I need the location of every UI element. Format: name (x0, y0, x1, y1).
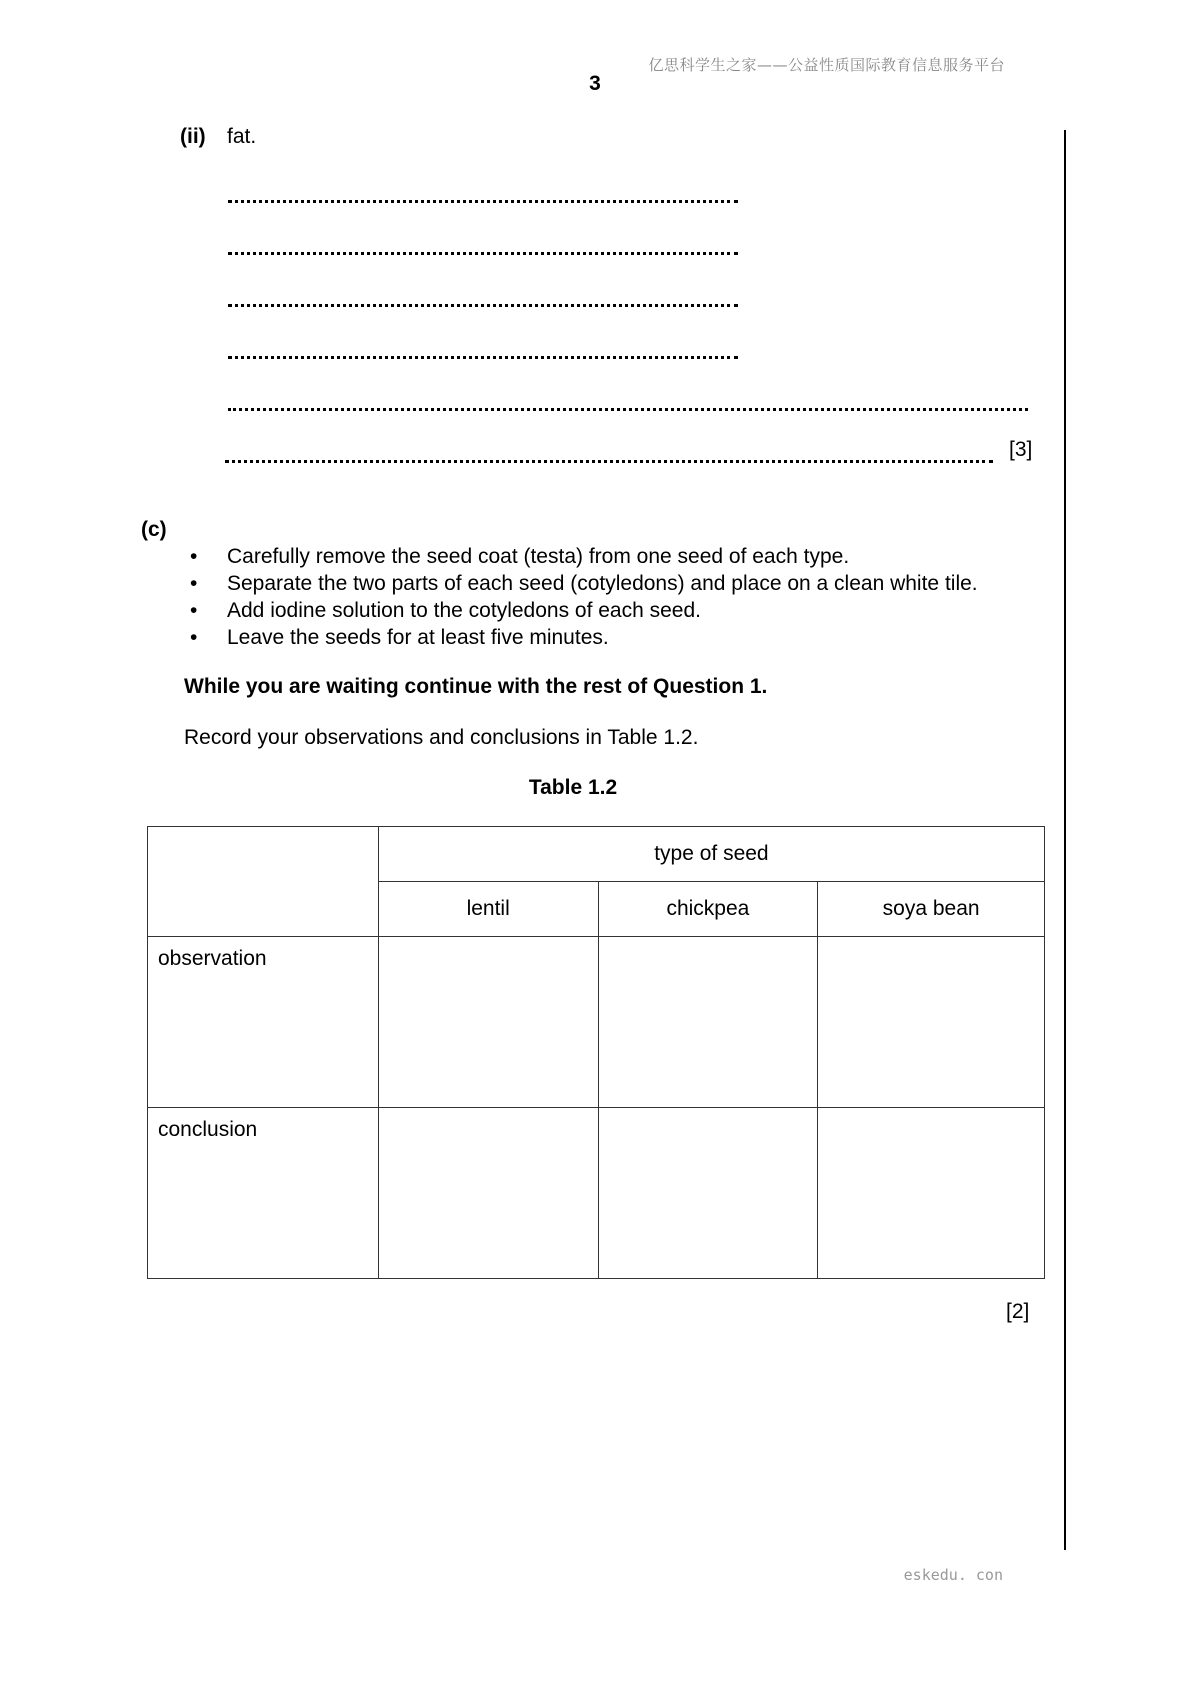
instruction-list (190, 543, 1060, 651)
margin-rule (1064, 130, 1066, 1550)
marks-c: [2] (1006, 1300, 1030, 1323)
column-header-chickpea: chickpea (598, 882, 818, 937)
table-caption (0, 776, 1190, 800)
page-number: 3 (589, 72, 601, 95)
bold-instruction: While you are waiting continue with the rest of Question 1. (184, 675, 768, 698)
bullet-icon: • (190, 572, 198, 595)
bullet-text: Separate the two parts of each seed (cotyledons) and place on a clean white tile. (227, 572, 978, 595)
results-table (147, 826, 1045, 1279)
answer-line[interactable] (225, 460, 993, 463)
subpart-text: fat. (227, 125, 257, 148)
column-header-lentil: lentil (378, 882, 598, 937)
list-item (190, 570, 1060, 597)
row-label-conclusion: conclusion (148, 1108, 379, 1279)
part-label: (c) (141, 518, 167, 541)
answer-cell[interactable] (598, 1108, 818, 1279)
answer-cell[interactable] (818, 1108, 1045, 1279)
answer-line[interactable] (228, 200, 738, 203)
footer-watermark: eskedu. con (903, 1566, 1003, 1584)
bullet-text: Leave the seeds for at least five minutes. (227, 626, 609, 649)
bullet-icon: • (190, 545, 198, 568)
table-corner-cell (148, 827, 379, 937)
answer-cell[interactable] (378, 937, 598, 1108)
marks-b: [3] (1009, 438, 1033, 461)
subpart-label: (ii) (180, 125, 206, 148)
bullet-icon: • (190, 599, 198, 622)
answer-line[interactable] (228, 252, 738, 255)
bullet-text: Add iodine solution to the cotyledons of each seed. (227, 599, 701, 622)
answer-cell[interactable] (598, 937, 818, 1108)
list-item (190, 543, 1060, 570)
list-item (190, 597, 1060, 624)
answer-cell[interactable] (818, 937, 1045, 1108)
bullet-icon: • (190, 626, 198, 649)
row-label-observation: observation (148, 937, 379, 1108)
table-row (148, 937, 1045, 1108)
header-watermark: 亿思科学生之家——公益性质国际教育信息服务平台 (648, 56, 1005, 74)
table-caption-text: Table 1.2 (528, 776, 618, 799)
answer-line[interactable] (228, 356, 738, 359)
list-item (190, 624, 1060, 651)
table-group-header: type of seed (378, 827, 1044, 882)
bullet-text: Carefully remove the seed coat (testa) from one seed of each type. (227, 545, 850, 568)
answer-line[interactable] (228, 408, 1028, 411)
answer-cell[interactable] (378, 1108, 598, 1279)
answer-line[interactable] (228, 304, 738, 307)
instruction: Record your observations and conclusions in Table 1.2. (184, 726, 699, 749)
column-header-soya-bean: soya bean (818, 882, 1045, 937)
table-row (148, 1108, 1045, 1279)
